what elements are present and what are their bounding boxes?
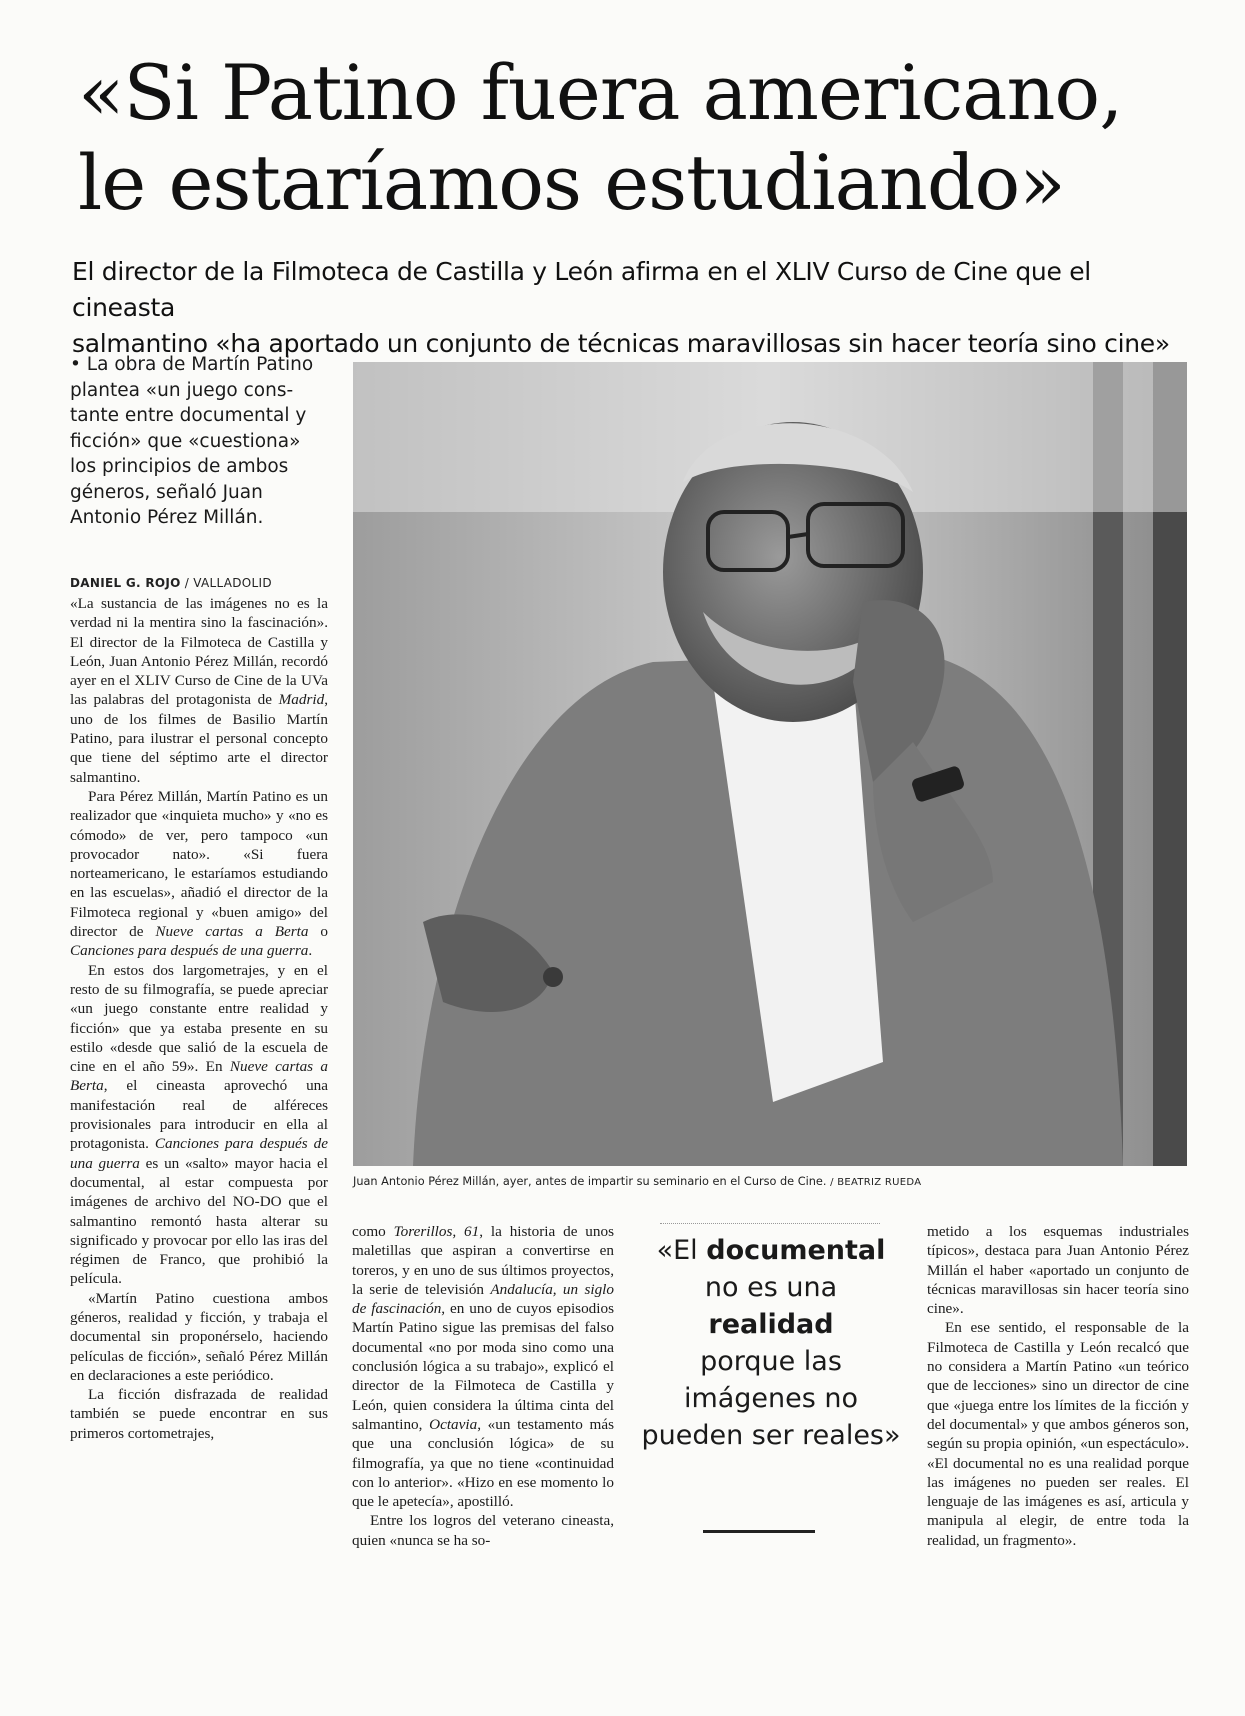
text: , la historia de unos maletillas que aspiran a convertirse en toreros, y en uno de sus últimos proyectos, la serie de televisión [352, 1223, 614, 1298]
pull-quote-rule [703, 1530, 815, 1533]
lead-line: géneros, señaló Juan [70, 481, 263, 503]
subheadline-line-2: salmantino «ha aportado un conjunto de técnicas maravillosas sin hacer teoría sino cine» [72, 329, 1170, 358]
paragraph: metido a los esquemas industriales típicos», destaca para Juan Antonio Pérez Millán el haber «aportado un conjunto de técnicas maravillosas sin hacer teoría sino cine». [927, 1223, 1189, 1318]
quote-text: «El [656, 1235, 707, 1266]
headline-line-1: «Si Patino fuera americano, [78, 48, 1123, 137]
lead-line: tante entre documental y [70, 405, 307, 426]
headline [78, 48, 1198, 228]
paragraph: Entre los logros del veterano cineasta, quien «nunca se ha so- [352, 1512, 614, 1549]
text: , el cineasta aprovechó una manifestación real de alféreces provisionales para introducir en ella al protagonista. [70, 1077, 328, 1153]
film-title: Torerillos, 61 [393, 1223, 480, 1240]
lead-line: Antonio Pérez Millán. [70, 507, 264, 528]
paragraph: En ese sentido, el responsable de la Filmoteca de Castilla y León recalcó que no considera a Martín Patino «un teórico que de lecciones» sino un director de cine que «juega entre los límites de la ficción y del documental» y que ambos géneros son, según su propia opinión, «un espectáculo». «El documental no es una realidad porque las imágenes no pueden ser reales. El lenguaje de las imágenes es así, articula y manipula al elegir, de entre toda la realidad, un fragmento». [927, 1319, 1189, 1549]
quote-text: porque las imágenes no pueden ser reales» [641, 1346, 901, 1451]
paragraph: «Martín Patino cuestiona ambos géneros, realidad y ficción, y trabaja el documental sin proponérselo, haciendo películas de ficción», señaló Pérez Millán en declaraciones a este periódico. [70, 1289, 328, 1384]
byline-author: DANIEL G. ROJO [70, 576, 181, 590]
quote-text: no es una [704, 1272, 838, 1303]
subheadline [72, 254, 1192, 362]
lead-summary [70, 352, 332, 531]
portrait-illustration [353, 362, 1187, 1166]
text: o [308, 923, 328, 941]
quote-emphasis: realidad [708, 1309, 834, 1340]
paragraph [70, 594, 328, 787]
film-title: Octavia [429, 1415, 478, 1433]
photo-credit: / BEATRIZ RUEDA [830, 1177, 922, 1188]
film-title: Nueve cartas a Berta [155, 923, 309, 941]
lead-line: plantea «un juego cons- [70, 379, 294, 401]
article-column-3 [927, 1222, 1189, 1550]
film-title: Madrid [278, 691, 325, 709]
paragraph [352, 1222, 614, 1511]
film-title: Canciones para después de una guerra [70, 942, 309, 960]
film-title: Canciones para después de una guerra [70, 1135, 329, 1172]
series-title: Andalucía, un siglo de fascinación [352, 1280, 614, 1318]
subheadline-line-1: El director de la Filmoteca de Castilla y León afirma en el XLIV Curso de Cine que el cineasta [72, 257, 1091, 322]
paragraph: La ficción disfrazada de realidad también se puede encontrar en sus primeros cortometrajes, [70, 1386, 328, 1442]
portrait-photo [353, 362, 1187, 1166]
text: , en uno de cuyos episodios Martín Patino sigue las premisas del falso documental «no por moda sino como una conclusión lógica a su trabajo», explicó el director de la Filmoteca de Castilla y León, quien considera la última cinta del salmantino, [352, 1300, 615, 1433]
lead-line: los principios de ambos [70, 456, 289, 477]
caption-text: Juan Antonio Pérez Millán, ayer, antes de impartir su seminario en el Curso de Cine. [353, 1175, 827, 1188]
article-column-2 [352, 1222, 614, 1550]
paragraph [70, 961, 328, 1289]
text: Para Pérez Millán, Martín Patino es un realizador que «inquieta mucho» y «no es cómodo» de ver, pero tampoco «un provocador nato». «Si fuera norteamericano, le estaríamos estudiando en las escuelas», añadió el director de la Filmoteca regional y «buen amigo» del director de [70, 787, 328, 941]
text: es un «salto» mayor hacia el documental, al estar compuesta por imágenes de archivo del NO-DO que el salmantino remontó hasta alterar su significado y provocar por ello las iras del régimen de Franco, que prohibió la película. [70, 1154, 328, 1288]
film-title: Nueve cartas a Berta [70, 1058, 328, 1095]
byline-place: / VALLADOLID [184, 576, 272, 590]
lead-line: • La obra de Martín Patino [70, 354, 314, 375]
quote-emphasis: documental [706, 1235, 886, 1266]
text: En estos dos largometrajes, y en el resto de su filmografía, se puede apreciar «un juego constante entre realidad y ficción» que ya estaba presente en su estilo «desde que salió de la escuela de cine en el año 59». En [70, 961, 328, 1076]
text: , uno de los filmes de Basilio Martín Patino, para ilustrar el personal concepto que tiene del séptimo arte el director salmantino. [70, 691, 328, 786]
article-column-1 [70, 594, 328, 1443]
byline [70, 576, 272, 590]
headline-line-2: le estaríamos estudiando» [78, 138, 1065, 227]
lead-line: ficción» que «cuestiona» [70, 430, 301, 452]
photo-caption [353, 1175, 1193, 1188]
pull-quote [640, 1232, 902, 1454]
text: , «un testamento más que una conclusión lógica» de su filmografía, ya que no tiene «continuidad con lo anterior». «Hizo en ese momento lo que le apetecía», apostilló. [352, 1415, 614, 1511]
pull-quote-top-rule [660, 1223, 880, 1224]
paragraph [70, 787, 328, 961]
text: como [352, 1223, 394, 1240]
text: «La sustancia de las imágenes no es la verdad ni la mentira sino la fascinación». El director de la Filmoteca de Castilla y León, Juan Antonio Pérez Millán, recordó ayer en el XLIV Curso de Cine de la UVa las palabras del protagonista de [70, 595, 328, 709]
text: . [308, 942, 313, 960]
